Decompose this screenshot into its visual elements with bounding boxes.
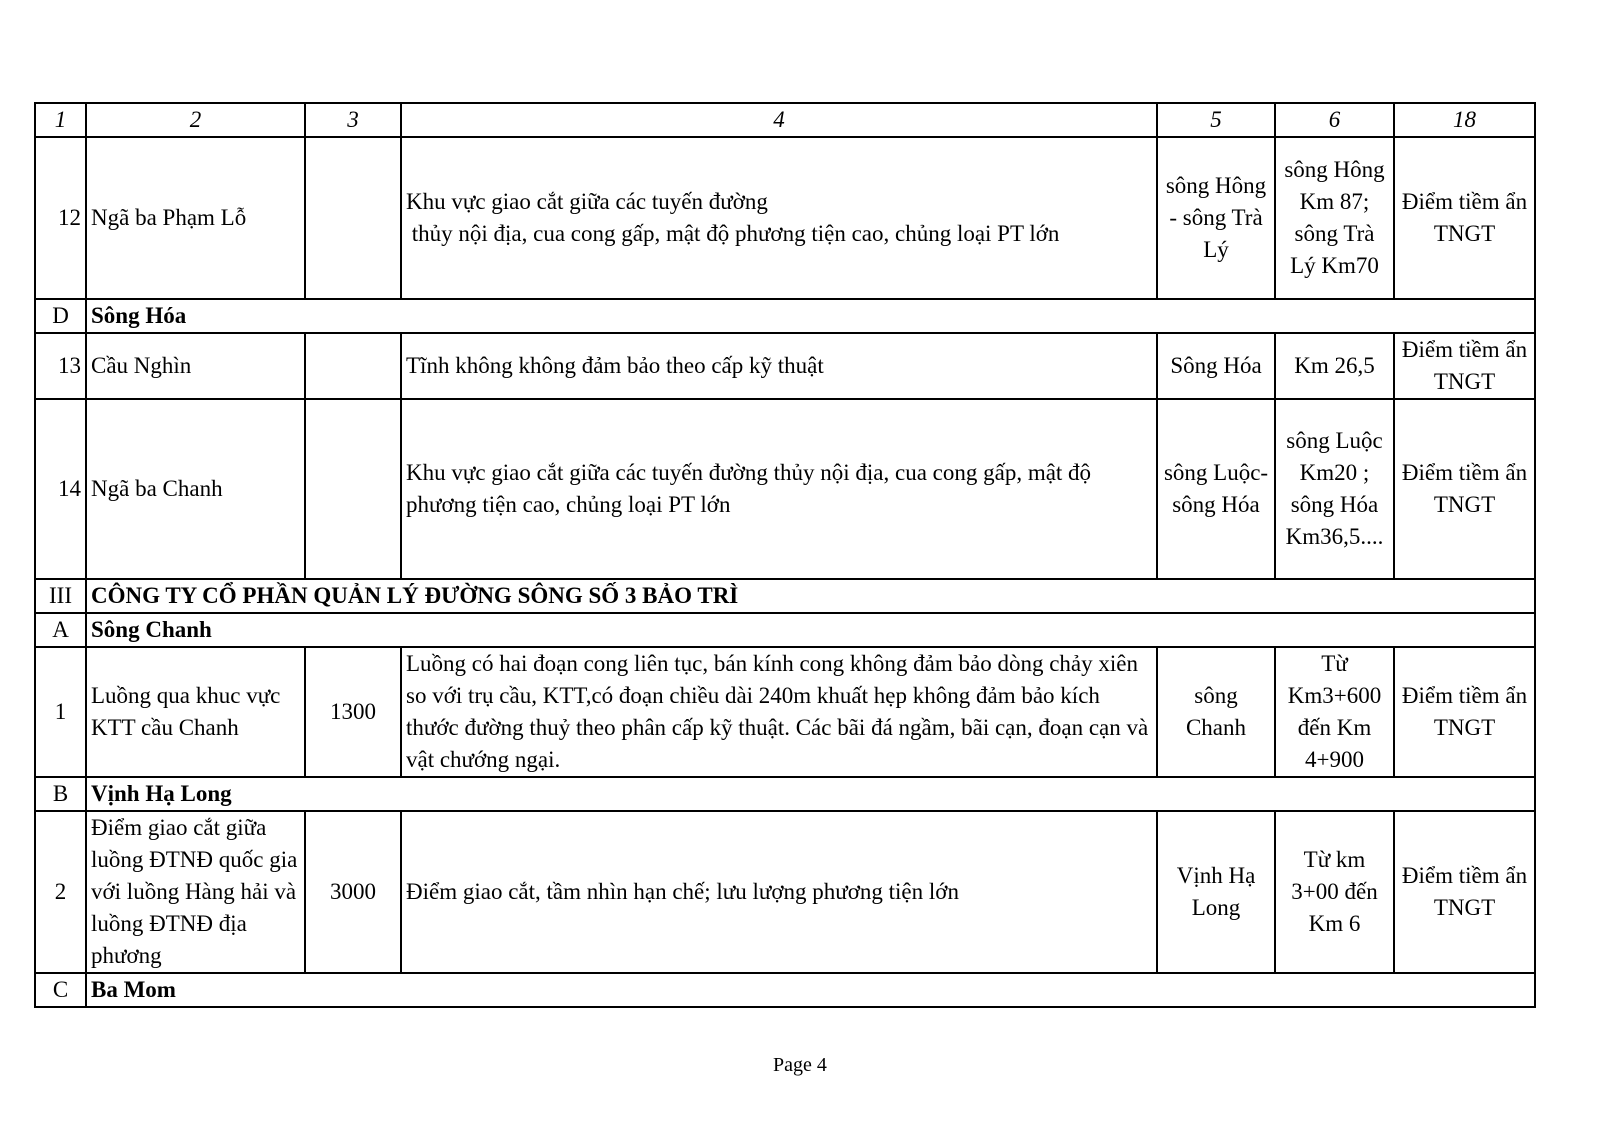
section-row	[35, 777, 1535, 811]
length-cell	[305, 399, 401, 579]
table-row	[35, 811, 1535, 973]
section-title: Sông Hóa	[86, 299, 1535, 333]
length-cell	[305, 333, 401, 399]
note-cell: Điểm tiềm ẩn TNGT	[1394, 647, 1535, 777]
hazard-points-table	[34, 102, 1536, 1008]
section-title: Sông Chanh	[86, 613, 1535, 647]
location-name: Ngã ba Chanh	[86, 399, 305, 579]
section-title: CÔNG TY CỔ PHẦN QUẢN LÝ ĐƯỜNG SÔNG SỐ 3 BẢO TRÌ	[86, 579, 1535, 613]
note-cell: Điểm tiềm ẩn TNGT	[1394, 333, 1535, 399]
note-cell: Điểm tiềm ẩn TNGT	[1394, 811, 1535, 973]
location-name: Ngã ba Phạm Lỗ	[86, 137, 305, 299]
section-code: A	[35, 613, 86, 647]
table-row	[35, 137, 1535, 299]
river-cell: sông Chanh	[1157, 647, 1275, 777]
header-col-1: 1	[35, 103, 86, 137]
header-col-5: 5	[1157, 103, 1275, 137]
table-row	[35, 647, 1535, 777]
section-title: Ba Mom	[86, 973, 1535, 1007]
km-cell: Từ km 3+00 đến Km 6	[1275, 811, 1394, 973]
table-row	[35, 399, 1535, 579]
note-cell: Điểm tiềm ẩn TNGT	[1394, 137, 1535, 299]
table-row	[35, 333, 1535, 399]
location-name: Luồng qua khuc vực KTT cầu Chanh	[86, 647, 305, 777]
header-col-18: 18	[1394, 103, 1535, 137]
row-number: 12	[35, 137, 86, 299]
description-cell: Khu vực giao cắt giữa các tuyến đường thủy nội địa, cua cong gấp, mật độ phương tiện cao, chủng loại PT lớn	[401, 399, 1157, 579]
header-row	[35, 103, 1535, 137]
section-title: Vịnh Hạ Long	[86, 777, 1535, 811]
location-name: Điểm giao cắt giữa luồng ĐTNĐ quốc gia với luồng Hàng hải và luồng ĐTNĐ địa phương	[86, 811, 305, 973]
section-row	[35, 299, 1535, 333]
description-line-1: Khu vực giao cắt giữa các tuyến đường	[406, 189, 768, 214]
section-code: B	[35, 777, 86, 811]
description-cell: Luồng có hai đoạn cong liên tục, bán kính cong không đảm bảo dòng chảy xiên so với trụ cầu, KTT,có đoạn chiều dài 240m khuất hẹp không đảm bảo kích thước đường thuỷ theo phân cấp kỹ thuật. Các bãi đá ngầm, bãi cạn, đoạn cạn và vật chướng ngại.	[401, 647, 1157, 777]
section-code: III	[35, 579, 86, 613]
description-cell: Điểm giao cắt, tầm nhìn hạn chế; lưu lượng phương tiện lớn	[401, 811, 1157, 973]
description-line-2: thủy nội địa, cua cong gấp, mật độ phương tiện cao, chủng loại PT lớn	[406, 221, 1060, 246]
row-number: 13	[35, 333, 86, 399]
row-number: 1	[35, 647, 86, 777]
header-col-6: 6	[1275, 103, 1394, 137]
page-footer: Page 4	[773, 1054, 827, 1076]
section-row	[35, 613, 1535, 647]
row-number: 14	[35, 399, 86, 579]
header-col-4: 4	[401, 103, 1157, 137]
description-cell	[401, 137, 1157, 299]
river-cell: sông Luộc- sông Hóa	[1157, 399, 1275, 579]
km-cell: sông Hông Km 87; sông Trà Lý Km70	[1275, 137, 1394, 299]
note-cell: Điểm tiềm ẩn TNGT	[1394, 399, 1535, 579]
length-cell: 1300	[305, 647, 401, 777]
river-cell: sông Hông - sông Trà Lý	[1157, 137, 1275, 299]
km-cell: Km 26,5	[1275, 333, 1394, 399]
km-cell: sông Luộc Km20 ; sông Hóa Km36,5....	[1275, 399, 1394, 579]
length-cell: 3000	[305, 811, 401, 973]
section-code: C	[35, 973, 86, 1007]
river-cell: Sông Hóa	[1157, 333, 1275, 399]
location-name: Cầu Nghìn	[86, 333, 305, 399]
header-col-2: 2	[86, 103, 305, 137]
header-col-3: 3	[305, 103, 401, 137]
section-code: D	[35, 299, 86, 333]
length-cell	[305, 137, 401, 299]
section-row	[35, 973, 1535, 1007]
row-number: 2	[35, 811, 86, 973]
description-cell: Tĩnh không không đảm bảo theo cấp kỹ thuật	[401, 333, 1157, 399]
river-cell: Vịnh Hạ Long	[1157, 811, 1275, 973]
km-cell: Từ Km3+600 đến Km 4+900	[1275, 647, 1394, 777]
section-row	[35, 579, 1535, 613]
